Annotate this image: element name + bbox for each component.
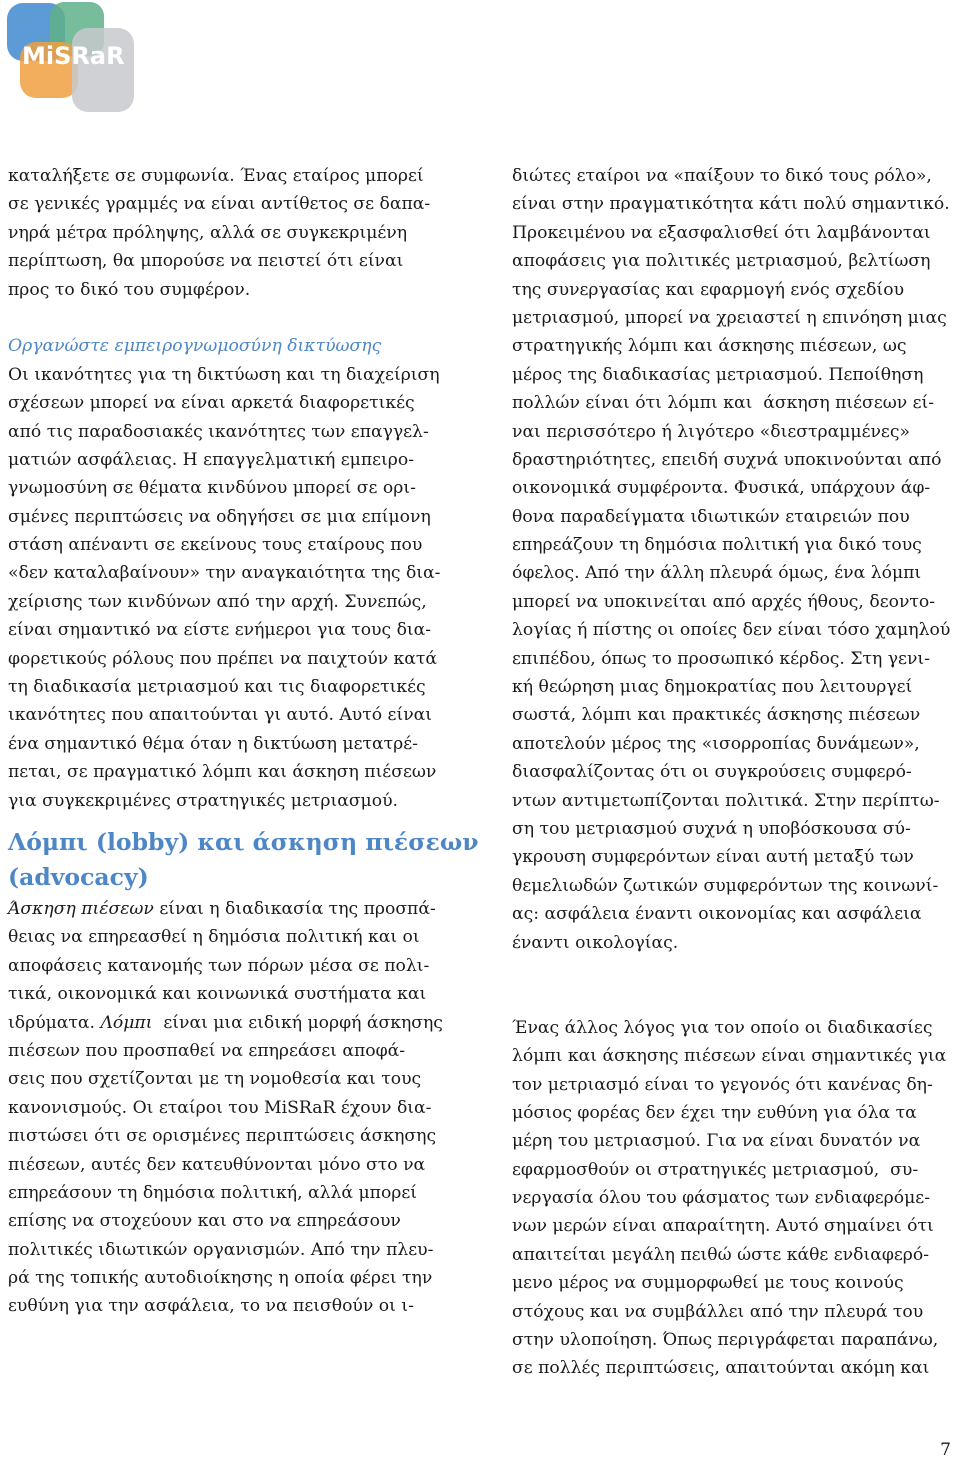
misrar-logo — [0, 0, 140, 115]
text-line: ένα σημαντικό θέμα όταν η δικτύωση μετατρέ- — [8, 733, 418, 754]
text-line: επηρεάζουν τη δημόσια πολιτική για δικό τους — [512, 535, 922, 556]
text-line: απαιτείται μεγάλη πειθώ ώστε κάθε ενδιαφερό- — [512, 1244, 930, 1265]
text-line: επίσης να στοχεύουν και στο να επηρεάσουν — [8, 1211, 401, 1232]
text-line: καταλήξετε σε συμφωνία. Ένας εταίρος μπορεί — [8, 166, 424, 186]
text-line: νηρά μέτρα πρόληψης, αλλά σε συγκεκριμένη — [8, 222, 408, 243]
text-line: πιέσεων που προσπαθεί να επηρεάσει αποφά- — [8, 1040, 406, 1061]
text-line: νων μερών είναι απαραίτητη. Αυτό σημαίνει ότι — [512, 1216, 934, 1237]
text-line: πολλών είναι ότι λόμπι και άσκηση πιέσεων εί- — [512, 393, 935, 414]
text-line: από τις παραδοσιακές ικανότητες των επαγγελ- — [8, 421, 429, 442]
text-line: οικονομικά συμφέροντα. Φυσικά, υπάρχουν άφ- — [512, 478, 931, 499]
text-line: Προκειμένου να εξασφαλισθεί ότι λαμβάνονται — [512, 222, 931, 243]
text-line: προς το δικό του συμφέρον. — [8, 279, 251, 300]
text-line: σε γενικές γραμμές να είναι αντίθετος σε δαπα- — [8, 194, 431, 215]
right-paragraph-1 — [512, 162, 958, 957]
text-line: ευθύνη για την ασφάλεια, το να πεισθούν οι ι- — [8, 1296, 414, 1317]
text-line: διασφαλίζοντας ότι οι συγκρούσεις συμφερό- — [512, 762, 912, 783]
text-line: τικά, οικονομικά και κοινωνικά συστήματα και — [8, 984, 427, 1005]
text-line: χείρισης των κινδύνων από την αρχή. Συνεπώς, — [8, 591, 427, 612]
text-line: έναντι οικολογίας. — [512, 932, 679, 953]
text-line: αποτελούν μέρος της «ισορροπίας δυνάμεων», — [512, 733, 920, 754]
text-line: είναι σημαντικό να είστε ενήμεροι για τους δια- — [8, 620, 432, 641]
left-paragraph-3a — [8, 923, 454, 1008]
text-line: νεργασία όλου του φάσματος των ενδιαφερόμε- — [512, 1188, 930, 1209]
text-line: για συγκεκριμένες στρατηγικές μετριασμού. — [8, 790, 398, 811]
text-line: μετριασμού, μπορεί να χρειαστεί η επινόηση μιας — [512, 307, 947, 328]
text-line: της συνεργασίας και εφαρμογή ενός σχεδίου — [512, 279, 905, 300]
left-paragraph-3b — [8, 1037, 454, 1321]
text-line: σεις που σχετίζονται με τη νομοθεσία και τους — [8, 1069, 422, 1090]
text-line: στάση απέναντι σε εκείνους τους εταίρους που — [8, 535, 423, 556]
text-line: εφαρμοσθούν οι στρατηγικές μετριασμού, συ- — [512, 1159, 919, 1180]
text-line: λόμπι και άσκησης πιέσεων είναι σημαντικές για — [512, 1046, 947, 1067]
text-line: Άσκηση πιέσεων είναι η διαδικασία της προσπά- — [8, 898, 436, 919]
text-line: πιέσεων, αυτές δεν κατευθύνονται μόνο στο να — [8, 1154, 426, 1175]
section-heading-line-2: (advocacy) — [8, 862, 149, 891]
text-line: τον μετριασμό είναι το γεγονός ότι κανένας δη- — [512, 1074, 933, 1095]
text-line: κή θεώρηση μιας δημοκρατίας που λειτουργεί — [512, 677, 913, 698]
text-line: δραστηριότητες, επειδή συχνά υποκινούνται από — [512, 449, 942, 470]
text-line: πιστώσει ότι σε ορισμένες περιπτώσεις άσκησης — [8, 1126, 437, 1147]
text-line: ας: ασφάλεια έναντι οικονομίας και ασφάλεια — [512, 904, 922, 925]
text-line: ικανότητες που απαιτούνται γι αυτό. Αυτό είναι — [8, 705, 432, 726]
page-number: 7 — [940, 1440, 951, 1460]
text-line: στην υλοποίηση. Όπως περιγράφεται παραπάνω, — [512, 1330, 939, 1351]
term-lobby: Λόμπι — [100, 1012, 153, 1033]
text-line: πεται, σε πραγματικό λόμπι και άσκηση πιέσεων — [8, 762, 437, 783]
text-line: ματιών ασφάλειας. Η επαγγελματική εμπειρο- — [8, 449, 415, 470]
text-line: μενο μέρος να συμμορφωθεί με τους κοινούς — [512, 1273, 904, 1294]
left-column — [8, 162, 479, 1321]
text-line: διώτες εταίροι να «παίξουν το δικό τους ρόλο», — [512, 166, 932, 186]
text-line: γνωμοσύνη σε θέματα κινδύνου μπορεί σε ορι- — [8, 478, 416, 499]
text-line: πολιτικές ιδιωτικών οργανισμών. Από την πλευ- — [8, 1239, 434, 1260]
text-line: μέρος της διαδικασίας μετριασμού. Πεποίθηση — [512, 364, 924, 385]
text-line: Ένας άλλος λόγος για τον οποίο οι διαδικασίες — [512, 1017, 933, 1038]
text-line: τη διαδικασία μετριασμού και τις διαφορετικές — [8, 677, 426, 698]
left-paragraph-1 — [8, 162, 454, 304]
text-line: «δεν καταλαβαίνουν» την αναγκαιότητα της δια- — [8, 563, 441, 584]
right-column — [512, 162, 958, 1383]
text-line: όφελος. Από την άλλη πλευρά όμως, ένα λόμπι — [512, 563, 922, 584]
text-line: γκρουση συμφερόντων είναι αυτή μεταξύ των — [512, 847, 914, 868]
text-line: θονα παραδείγματα ιδιωτικών εταιρειών που — [512, 506, 910, 527]
logo-text: MiSRaR — [22, 42, 125, 70]
text-line: μπορεί να υποκινείται από αρχές ήθους, δεοντο- — [512, 591, 936, 612]
text-line: θειας να επηρεασθεί η δημόσια πολιτική και οι — [8, 927, 420, 948]
text-line: ιδρύματα. Λόμπι είναι μια ειδική μορφή άσκησης — [8, 1012, 443, 1033]
text-line: αποφάσεις κατανομής των πόρων μέσα σε πολι- — [8, 955, 430, 976]
text-line: σε πολλές περιπτώσεις, απαιτούνται ακόμη και — [512, 1358, 930, 1379]
text-line: είναι στην πραγματικότητα κάτι πολύ σημαντικό. — [512, 194, 950, 215]
text-line: περίπτωση, θα μπορούσε να πειστεί ότι είναι — [8, 251, 404, 272]
text-line: φορετικούς ρόλους που πρέπει να παιχτούν κατά — [8, 648, 438, 669]
text-line: επιπέδου, όπως το προσωπικό κέρδος. Στη γενι- — [512, 648, 930, 669]
text-line: ση του μετριασμού συχνά η υποβόσκουσα σύ- — [512, 818, 911, 839]
left-paragraph-2 — [8, 361, 454, 815]
text-line: κανονισμούς. Οι εταίροι του MiSRaR έχουν δια- — [8, 1097, 432, 1118]
text-line: Οι ικανότητες για τη δικτύωση και τη διαχείριση — [8, 364, 440, 385]
text-line: σχέσεων μπορεί να είναι αρκετά διαφορετικές — [8, 393, 415, 414]
term-advocacy: Άσκηση πιέσεων — [8, 898, 154, 919]
text-line: αποφάσεις για πολιτικές μετριασμού, βελτίωση — [512, 251, 931, 272]
text-line: μέρη του μετριασμού. Για να είναι δυνατόν να — [512, 1131, 921, 1152]
text-line: ρά της τοπικής αυτοδιοίκησης η οποία φέρει την — [8, 1268, 433, 1289]
text-line: μόσιος φορέας δεν έχει την ευθύνη για όλα τα — [512, 1102, 917, 1123]
text-line: επηρεάσουν τη δημόσια πολιτική, αλλά μπορεί — [8, 1182, 418, 1203]
right-paragraph-2 — [512, 1014, 958, 1383]
text-line: σμένες περιπτώσεις να οδηγήσει σε μια επίμονη — [8, 506, 431, 527]
text-line: θεμελιωδών ζωτικών συμφερόντων της κοινωνί- — [512, 875, 939, 896]
subheading-networking: Οργανώστε εμπειρογνωμοσύνη δικτύωσης — [8, 336, 382, 357]
text-line: στόχους και να συμβάλλει από την πλευρά του — [512, 1301, 924, 1322]
text-line: στρατηγικής λόμπι και άσκησης πιέσεων, ως — [512, 336, 907, 357]
text-line: ναι περισσότερο ή λιγότερο «διεστραμμένες» — [512, 421, 910, 442]
text-line: λογίας ή πίστης οι οποίες δεν είναι τόσο χαμηλού — [512, 620, 951, 641]
text-line: ντων αντιμετωπίζονται πολιτικά. Στην περίπτω- — [512, 790, 940, 811]
section-heading-line-1: Λόμπι (lobby) και άσκηση πιέσεων — [8, 827, 479, 856]
text-line: σωστά, λόμπι και πρακτικές άσκησης πιέσεων — [512, 705, 921, 726]
